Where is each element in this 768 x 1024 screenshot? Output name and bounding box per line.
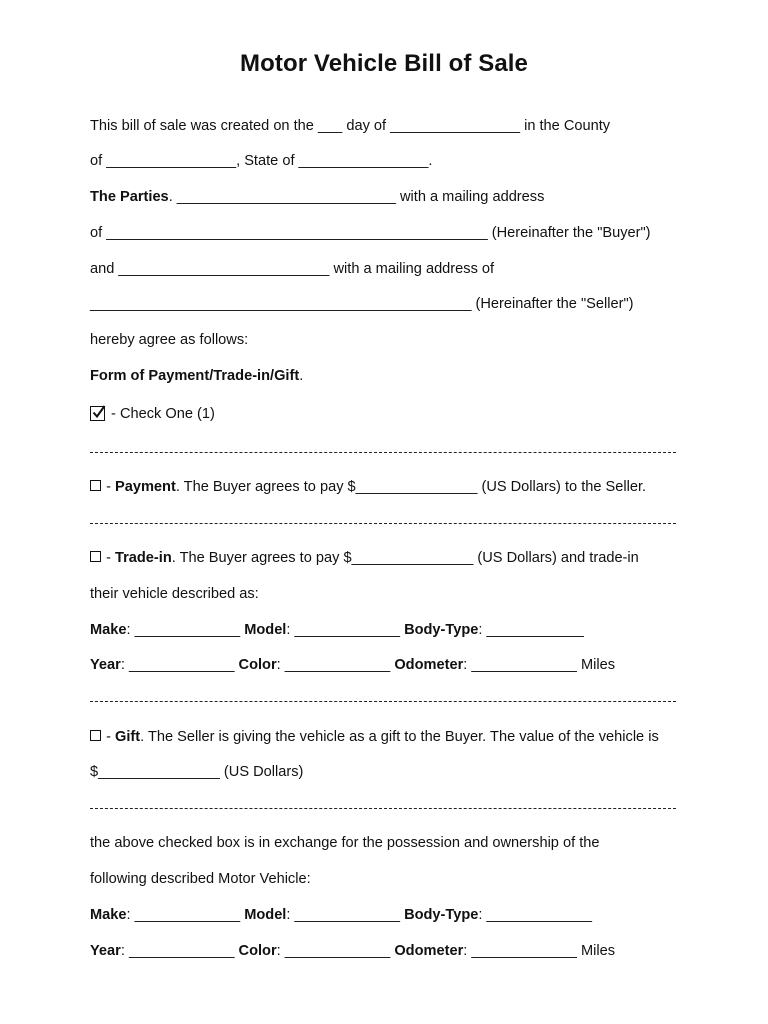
intro-line-2: of ________________, State of ________________. (90, 153, 433, 169)
body-type-label: Body-Type (404, 907, 479, 923)
trade-in-make-model-line (90, 620, 690, 640)
color-blank: : _____________ (276, 657, 395, 673)
model-label: Model (244, 907, 287, 923)
color-label: Color (238, 943, 277, 959)
trade-in-option: - Trade-in. The Buyer agrees to pay $_______________ (US Dollars) and trade-in (90, 548, 690, 568)
year-label: Year (90, 657, 121, 673)
parties-buyer-name-blank: . ___________________________ with a mailing address (168, 189, 545, 205)
color-blank: : _____________ (276, 943, 395, 959)
model-blank: : _____________ (286, 907, 405, 923)
odometer-label: Odometer (394, 657, 464, 673)
odometer-blank: : _____________ Miles (463, 943, 615, 959)
year-blank: : _____________ (120, 657, 239, 673)
model-blank: : _____________ (286, 622, 405, 638)
gift-value-line: $_______________ (US Dollars) (90, 764, 304, 780)
intro-line-1: This bill of sale was created on the ___ day of ________________ in the County (90, 118, 611, 134)
model-label: Model (244, 622, 287, 638)
odometer-label: Odometer (394, 943, 464, 959)
dashed-divider (90, 701, 676, 702)
year-label: Year (90, 943, 121, 959)
dashed-divider (90, 523, 676, 524)
parties-label: The Parties (90, 189, 169, 205)
vehicle-make-model-line (90, 905, 690, 925)
checked-checkbox-icon (90, 406, 105, 421)
year-blank: : _____________ (120, 943, 239, 959)
body-type-blank: : _____________ (478, 907, 593, 923)
make-label: Make (90, 907, 127, 923)
agree-line: hereby agree as follows: (90, 332, 249, 348)
parties-seller-name: and __________________________ with a mailing address of (90, 261, 495, 277)
payment-checkbox[interactable] (90, 480, 101, 491)
form-of-payment-heading: Form of Payment/Trade-in/Gift. (90, 368, 304, 384)
trade-in-line-2: their vehicle described as: (90, 586, 259, 602)
odometer-blank: : _____________ Miles (463, 657, 615, 673)
vehicle-year-color-line (90, 941, 690, 961)
check-one-line (90, 404, 690, 424)
dashed-divider (90, 808, 676, 809)
trade-in-checkbox[interactable] (90, 551, 101, 562)
make-label: Make (90, 622, 127, 638)
gift-option: - Gift. The Seller is giving the vehicle as a gift to the Buyer. The value of the vehicle is (90, 727, 690, 747)
body-type-label: Body-Type (404, 622, 479, 638)
body-type-blank: : ____________ (478, 622, 584, 638)
parties-buyer-address: of _______________________________________________ (Hereinafter the "Buyer") (90, 225, 651, 241)
make-blank: : _____________ (126, 622, 245, 638)
gift-label: Gift (114, 729, 141, 745)
color-label: Color (238, 657, 277, 673)
check-one-text: - Check One (1) (107, 406, 215, 422)
dashed-divider (90, 452, 676, 453)
trade-in-text: . The Buyer agrees to pay $_______________ (US Dollars) and trade-in (171, 550, 639, 566)
trade-in-year-color-line (90, 655, 690, 675)
vehicle-line-1: the above checked box is in exchange for the possession and ownership of the (90, 835, 600, 851)
document-title: Motor Vehicle Bill of Sale (240, 50, 528, 77)
vehicle-line-2: following described Motor Vehicle: (90, 871, 311, 887)
form-of-payment-label: Form of Payment/Trade-in/Gift (90, 368, 300, 384)
trade-in-label: Trade-in (114, 550, 172, 566)
payment-option: - Payment. The Buyer agrees to pay $_______________ (US Dollars) to the Seller. (90, 477, 690, 497)
parties-line-1 (90, 187, 690, 207)
gift-checkbox[interactable] (90, 730, 101, 741)
gift-text: . The Seller is giving the vehicle as a gift to the Buyer. The value of the vehicle is (140, 729, 659, 745)
payment-label: Payment (114, 479, 176, 495)
parties-seller-address: _______________________________________________ (Hereinafter the "Seller") (90, 296, 634, 312)
make-blank: : _____________ (126, 907, 245, 923)
payment-text: . The Buyer agrees to pay $_______________ (US Dollars) to the Seller. (175, 479, 647, 495)
